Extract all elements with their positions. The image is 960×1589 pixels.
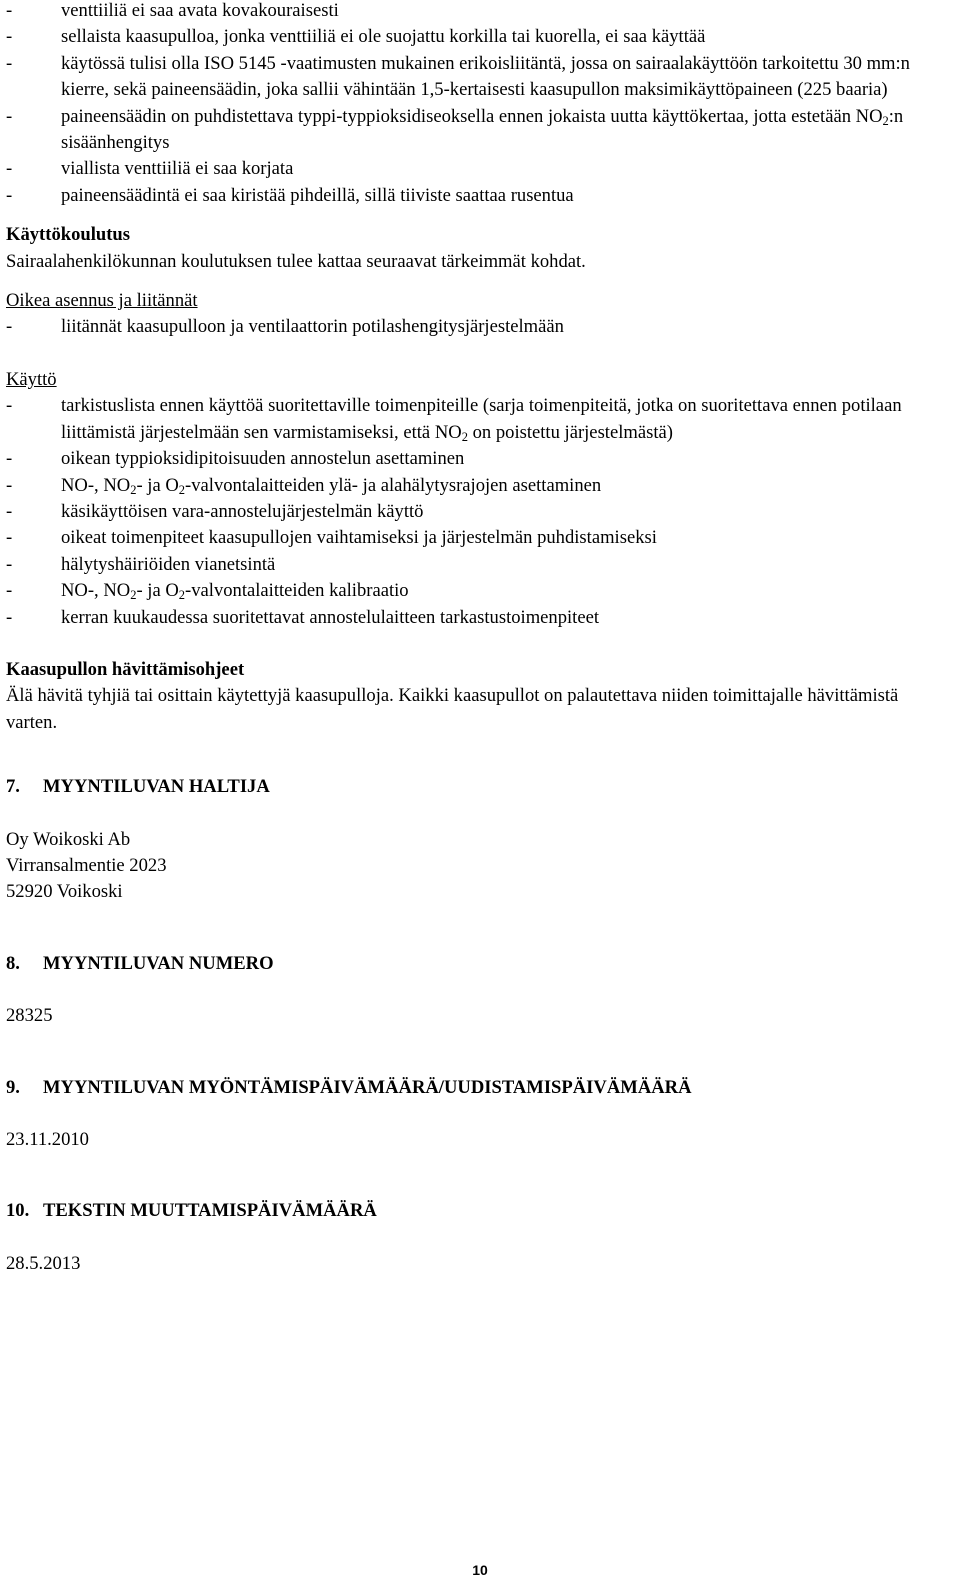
list-item-text: oikean typpioksidipitoisuuden annostelun asettaminen — [61, 448, 465, 470]
list-dash: - — [6, 500, 13, 522]
section-number: 9. — [6, 1076, 20, 1098]
list-item-text: viallista venttiiliä ei saa korjata — [61, 158, 294, 180]
list-item-text: NO-, $NO_2-$ ja $O_2$-valvontalaitteiden ylä- ja alahälytysrajojen asettaminen — [61, 474, 602, 497]
list-item — [6, 552, 951, 578]
section-title: MYYNTILUVAN HALTIJA — [43, 776, 270, 798]
section-title: MYYNTILUVAN MYÖNTÄMISPÄIVÄMÄÄRÄ/UUDISTAMISPÄIVÄMÄÄRÄ — [43, 1076, 692, 1098]
section-number: 8. — [6, 952, 20, 974]
list-item — [6, 605, 951, 631]
list-item-text: hälytyshäiriöiden vianetsintä — [61, 553, 276, 575]
list-item — [6, 104, 951, 157]
list-dash: - — [6, 184, 13, 206]
list-dash: - — [6, 395, 13, 417]
use-heading: Käyttö — [6, 368, 57, 390]
training-intro: Sairaalahenkilökunnan koulutuksen tulee kattaa seuraavat tärkeimmät kohdat. — [6, 250, 586, 272]
list-item — [6, 183, 951, 209]
disposal-text: Älä hävitä tyhjiä tai osittain käytettyjä kaasupulloja. Kaikki kaasupullot on palautettava niiden toimittajalle hävittämistä varten. — [6, 685, 899, 733]
section-number: 10. — [6, 1200, 30, 1222]
section-title: MYYNTILUVAN NUMERO — [43, 952, 274, 974]
list-dash: - — [6, 606, 13, 628]
holder-postal: 52920 Voikoski — [6, 881, 123, 903]
list-dash: - — [6, 527, 13, 549]
list-dash: - — [6, 474, 13, 496]
revision-date: 28.5.2013 — [6, 1252, 81, 1274]
list-item — [6, 0, 951, 24]
list-dash: - — [6, 105, 13, 127]
section-9-heading — [6, 1075, 951, 1101]
list-item-text: käytössä tulisi olla ISO 5145 -vaatimusten mukainen erikoisliitäntä, jossa on sairaalakäyttöön tarkoitettu 30 mm:n kierre, sekä paineensäädin, joka sallii vähintään 1,5-kertaisesti kaasupullon maksimikäyttöpaineen (225 baaria) — [61, 52, 910, 101]
section-7-heading — [6, 774, 951, 800]
holder-name: Oy Woikoski Ab — [6, 828, 131, 850]
list-item — [6, 525, 951, 551]
list-dash: - — [6, 26, 13, 48]
list-item — [6, 446, 951, 472]
list-item-text: paineensäädintä ei saa kiristää pihdeillä, sillä tiiviste saattaa rusentua — [61, 184, 574, 206]
list-item — [6, 578, 951, 604]
list-item-text: venttiiliä ei saa avata kovakouraisesti — [61, 0, 339, 21]
page-number: 10 — [472, 1562, 488, 1578]
list-item-text: liitännät kaasupulloon ja ventilaattorin potilashengitysjärjestelmään — [61, 316, 564, 338]
list-item-text: tarkistuslista ennen käyttöä suoritettaville toimenpiteille (sarja toimenpiteitä, jotka on suoritettava ennen potilaan liittämistä järjestelmään sen varmistamiseksi, että $NO_2$ on poistettu järjestelmästä) — [61, 395, 902, 444]
authorisation-date: 23.11.2010 — [6, 1129, 89, 1150]
list-dash: - — [6, 553, 13, 575]
list-item-text: NO-, $NO_2-$ ja $O_2$-valvontalaitteiden kalibraatio — [61, 580, 409, 603]
list-item — [6, 499, 951, 525]
authorisation-number: 28325 — [6, 1005, 53, 1027]
list-item — [6, 51, 951, 104]
list-dash: - — [6, 316, 13, 338]
list-item — [6, 24, 951, 50]
list-item-text: käsikäyttöisen vara-annostelujärjestelmän käyttö — [61, 500, 424, 522]
list-item — [6, 473, 951, 499]
list-item-text: paineensäädin on puhdistettava typpi-typpioksidiseoksella ennen jokaista uutta käyttökertaa, jotta estetään $NO_2:n$ sisäänhengitys — [61, 105, 904, 154]
section-8-heading — [6, 951, 951, 977]
list-item — [6, 314, 951, 340]
disposal-heading: Kaasupullon hävittämisohjeet — [6, 658, 245, 680]
list-item — [6, 393, 951, 446]
list-dash: - — [6, 158, 13, 180]
list-item — [6, 156, 951, 182]
connections-heading: Oikea asennus ja liitännät — [6, 290, 198, 312]
use-list — [6, 393, 951, 631]
precautions-list — [6, 0, 951, 209]
list-dash: - — [6, 52, 13, 74]
list-dash: - — [6, 580, 13, 602]
section-number: 7. — [6, 776, 20, 798]
training-heading: Käyttökoulutus — [6, 224, 130, 246]
list-dash: - — [6, 448, 13, 470]
list-item-text: sellaista kaasupulloa, jonka venttiiliä ei ole suojattu korkilla tai kuorella, ei saa käyttää — [61, 26, 706, 48]
list-item-text: kerran kuukaudessa suoritettavat annostelulaitteen tarkastustoimenpiteet — [61, 606, 600, 628]
section-title: TEKSTIN MUUTTAMISPÄIVÄMÄÄRÄ — [43, 1200, 377, 1222]
holder-street: Virransalmentie 2023 — [6, 854, 167, 876]
list-item-text: oikeat toimenpiteet kaasupullojen vaihtamiseksi ja järjestelmän puhdistamiseksi — [61, 527, 657, 549]
document-page — [6, 0, 951, 1277]
section-10-heading — [6, 1198, 951, 1224]
list-dash: - — [6, 0, 13, 21]
